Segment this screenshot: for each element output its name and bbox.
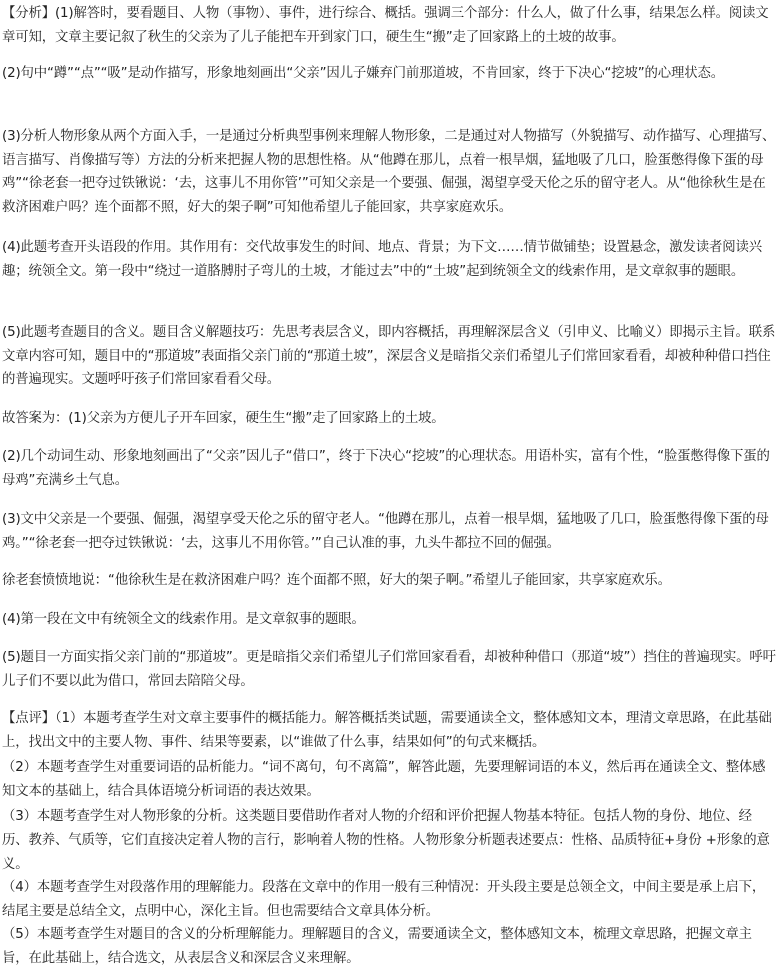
comment-tag: 【点评】 bbox=[2, 711, 55, 726]
answer-paragraph-3: (3)文中父亲是一个要强、倔强，渴望享受天伦之乐的留守老人。“他蹲在那儿，点着一根旱烟，猛地吸了几口，脸蛋憋得像下蛋的母鸡。”“徐老套一把夺过铁锹说：‘去，这事儿不用你管。’”自己认准的事，九头牛都拉不回的倔强。 bbox=[2, 512, 769, 551]
answer-paragraph-5: (5)题目一方面实指父亲门前的“那道坡”。更是暗指父亲们希望儿子们常回家看看，却被种种借口（那道“坡”）挡住的普遍现实。呼吁儿子们不要以此为借口，常回去陪陪父母。 bbox=[2, 650, 776, 689]
analysis-paragraph-3: (3)分析人物形象从两个方面入手，一是通过分析典型事例来理解人物形象，二是通过对人物描写（外貌描写、动作描写、心理描写、语言描写、肖像描写等）方法的分析来把握人物的思想性格。从“他蹲在那儿，点着一根旱烟，猛地吸了几口，脸蛋憋得像下蛋的母鸡”“徐老套一把夺过铁锹说：‘去，这事儿不用你管’”可知父亲是一个要强、倔强，渴望享受天伦之乐的留守老人。从“他徐秋生是在救济困难户吗？连个面都不照，好大的架子啊”可知他希望儿子能回家，共享家庭欢乐。 bbox=[2, 129, 776, 215]
analysis-paragraph-2: (2)句中“蹲”“点”“吸”是动作描写，形象地刻画出“父亲”因儿子嫌弃门前那道坡，不肯回家，终于下决心“挖坡”的心理状态。 bbox=[2, 66, 724, 81]
comment-c1-text: （1）本题考查学生对文章主要事件的概括能力。解答概括类试题，需要通读全文，整体感知文本，理清文章思路，在此基础上，找出文中的主要人物、事件、结果等要素，以“谁做了什么事，结果如何”的句式来概括。 bbox=[2, 711, 772, 751]
comment-paragraph-2: （2）本题考查学生对重要词语的品析能力。“词不离句，句不离篇”，解答此题，先要理解词语的本义，然后再在通读全文、整体感知文本的基础上，结合具体语境分析词语的表达效果。 bbox=[2, 760, 766, 800]
analysis-paragraph-5: (5)此题考查题目的含义。题目含义解题技巧：先思考表层含义，即内容概括，再理解深层含义（引申义、比喻义）即揭示主旨。联系文章内容可知，题目中的“那道坡”表面指父亲门前的“那道土坡”，深层含义是暗指父亲们希望儿子们常回家看看，却被种种借口挡住的普遍现实。文题呼吁孩子们常回家看看父母。 bbox=[2, 325, 776, 387]
answer-paragraph-4: (4)第一段在文中有统领全文的线索作用。是文章叙事的题眼。 bbox=[2, 612, 365, 627]
answer-paragraph-2: (2)几个动词生动、形象地刻画出了“父亲”因儿子“借口”，终于下决心“挖坡”的心理状态。用语朴实，富有个性，“脸蛋憋得像下蛋的母鸡”充满乡土气息。 bbox=[2, 449, 770, 488]
analysis-paragraph-1 bbox=[2, 2, 778, 49]
comment-paragraph-3: （3）本题考查学生对人物形象的分析。这类题目要借助作者对人物的介绍和评价把握人物基本特征。包括人物的身份、地位、经历、教养、气质等，它们直接决定着人物的言行，影响着人物的性格。人物形象分析题表述要点：性格、品质特征+身份 +形象的意义。 bbox=[2, 809, 770, 873]
analysis-p1-text: (1)解答时，要看题目、人物（事物）、事件，进行综合、概括。强调三个部分：什么人，做了什么事，结果怎么样。阅读文章可知，文章主要记叙了秋生的父亲为了儿子能把车开到家门口，硬生生“搬”走了回家路上的土坡的故事。 bbox=[2, 6, 769, 45]
answer-paragraph-3b: 徐老套愤愤地说：“他徐秋生是在救济困难户吗？连个面都不照，好大的架子啊。”希望儿子能回家，共享家庭欢乐。 bbox=[2, 573, 671, 588]
analysis-tag: 【分析】 bbox=[2, 6, 55, 21]
comment-paragraph-4: （4）本题考查学生对段落作用的理解能力。段落在文章中的作用一般有三种情况：开头段主要是总领全文，中间主要是承上启下，结尾主要是总结全文，点明中心，深化主旨。但也需要结合文章具体分析。 bbox=[2, 880, 766, 920]
answer-paragraph-1: 故答案为：(1)父亲为方便儿子开车回家，硬生生“搬”走了回家路上的土坡。 bbox=[2, 411, 445, 426]
comment-paragraph-1 bbox=[2, 707, 778, 755]
analysis-paragraph-4: (4)此题考查开头语段的作用。其作用有：交代故事发生的时间、地点、背景；为下文……情节做铺垫；设置悬念，激发读者阅读兴趣；统领全文。第一段中“绕过一道胳膊肘子弯儿的土坡，才能过去”中的“土坡”起到统领全文的线索作用，是文章叙事的题眼。 bbox=[2, 240, 762, 279]
comment-paragraph-5: （5）本题考查学生对题目的含义的分析理解能力。理解题目的含义，需要通读全文，整体感知文本，梳理文章思路，把握文章主旨，在此基础上，结合选文，从表层含义和深层含义来理解。 bbox=[2, 927, 752, 967]
